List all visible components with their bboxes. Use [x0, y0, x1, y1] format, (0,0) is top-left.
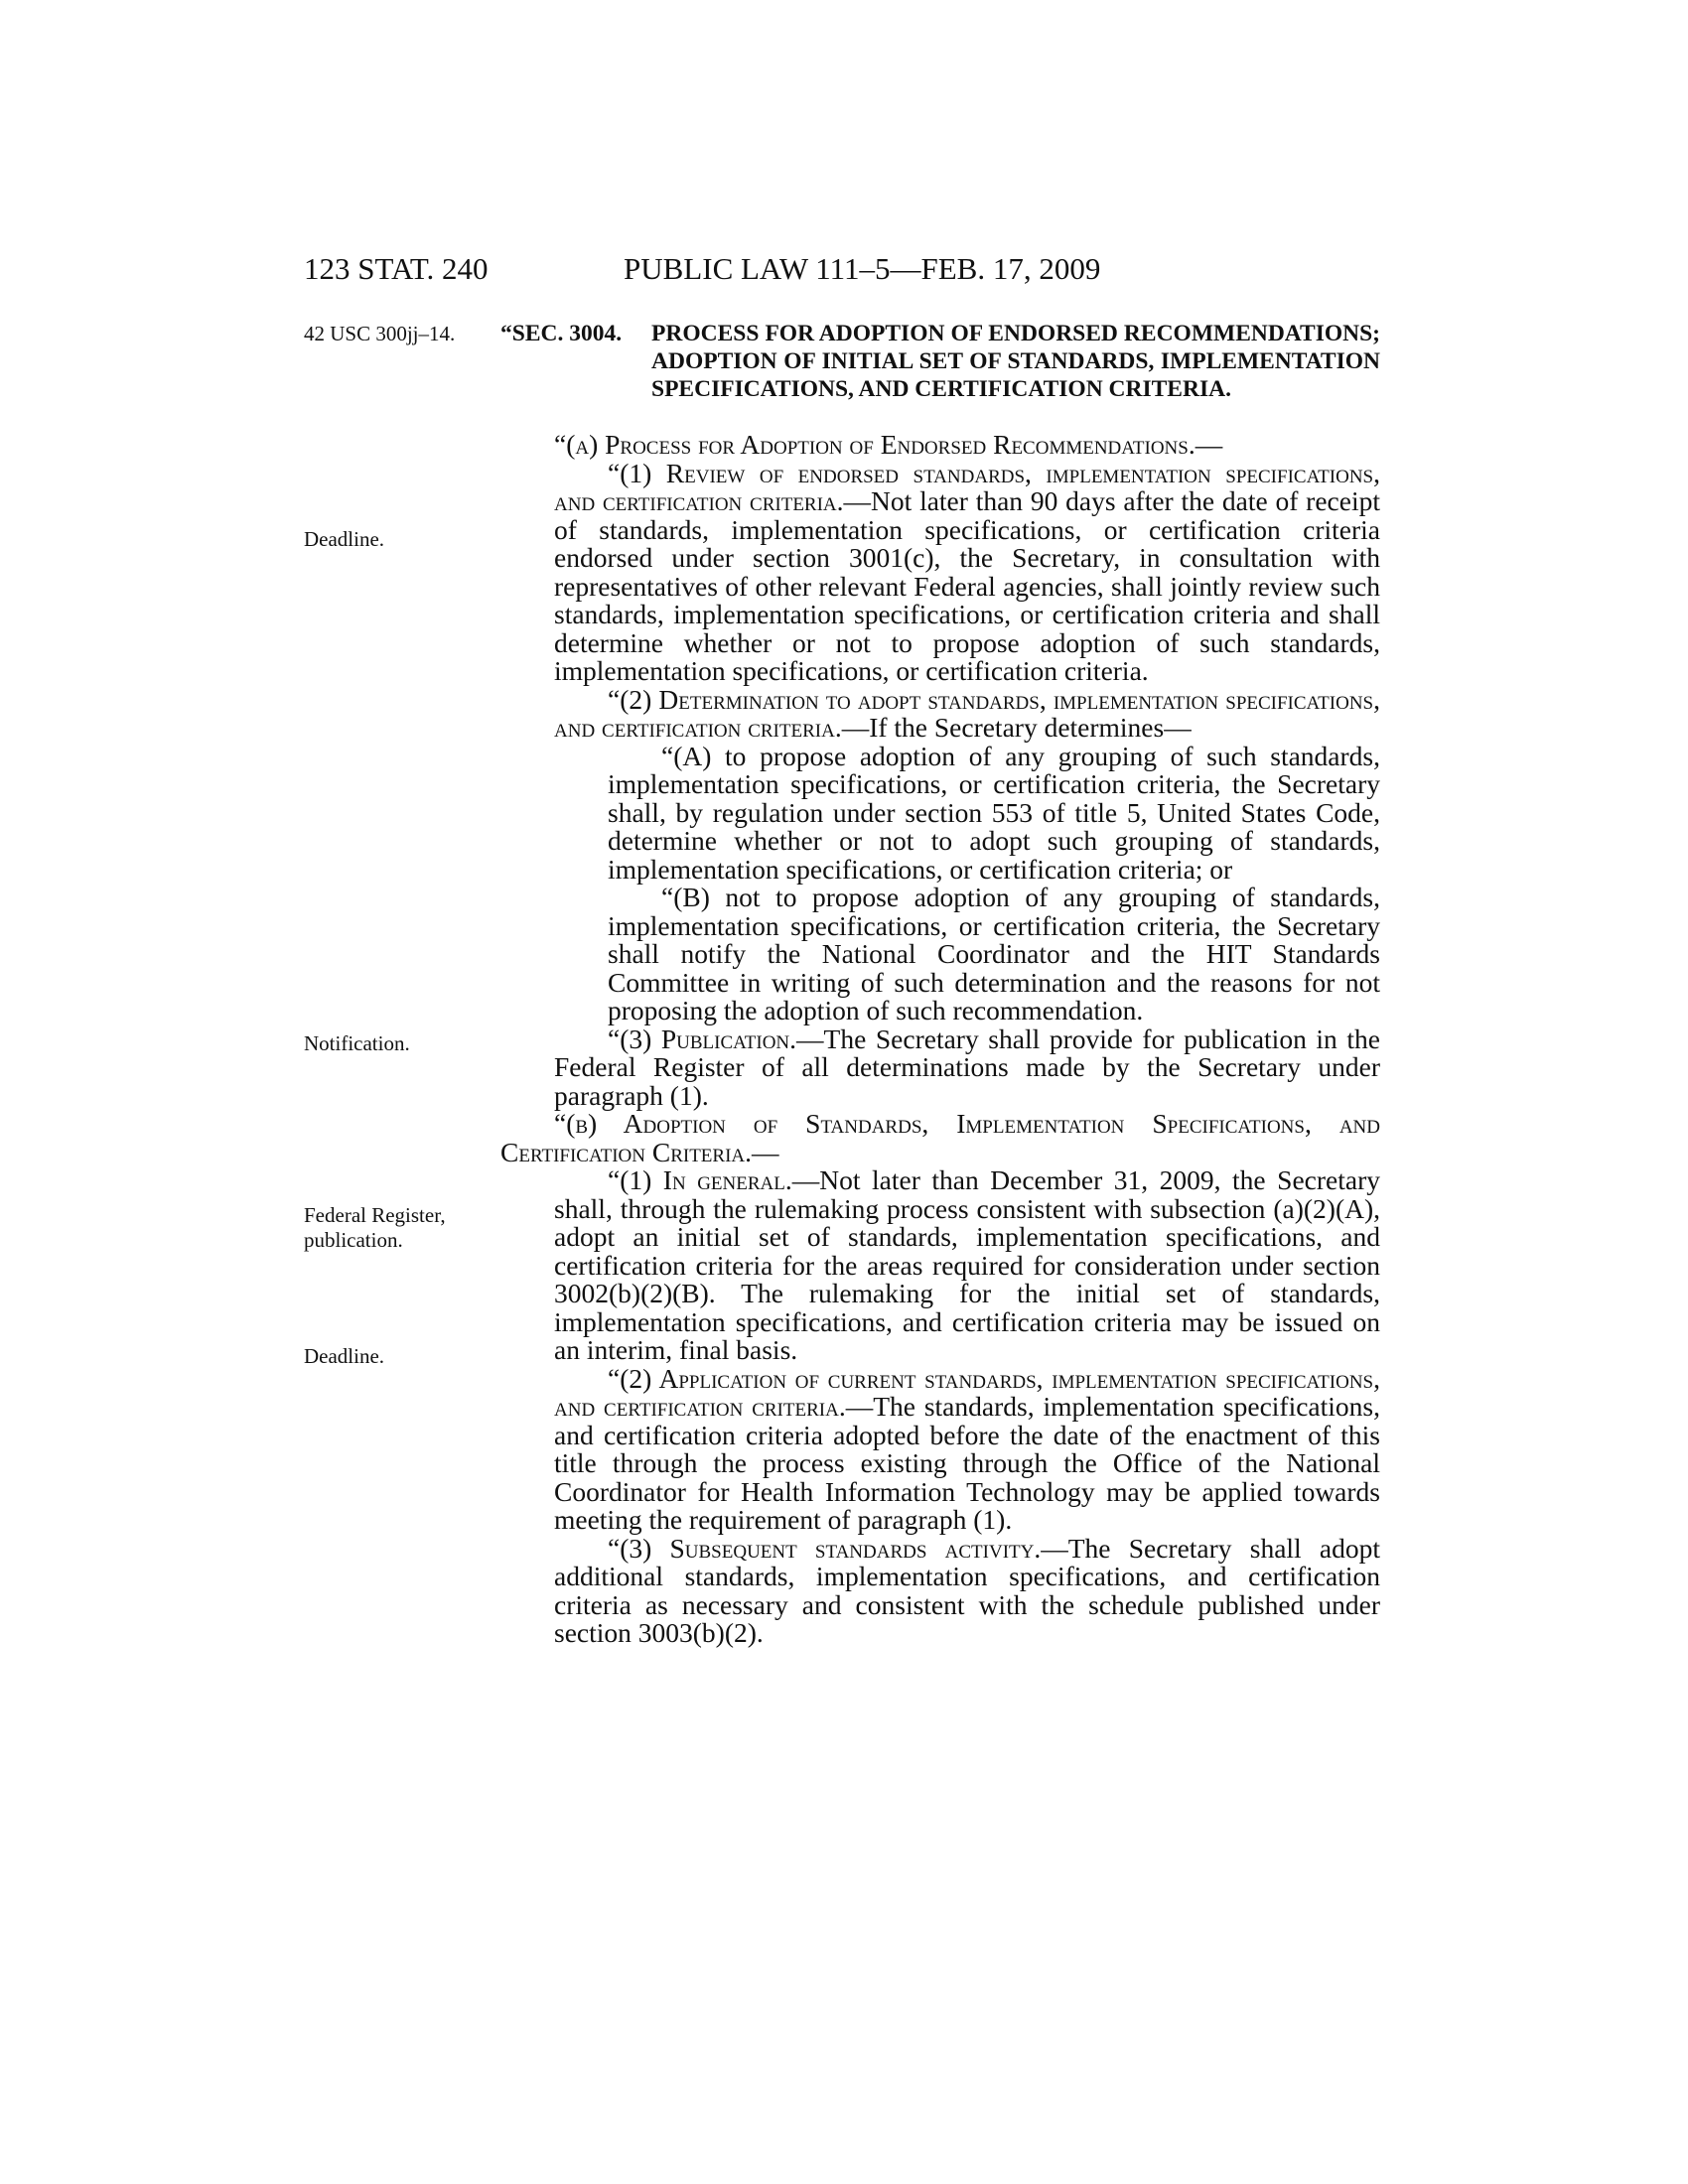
subsection-a-heading: “(a) Process for Adoption of Endorsed Recommendations.—	[554, 429, 1223, 460]
margin-note-federal-register: Federal Register, publication.	[304, 1203, 446, 1252]
margin-note-deadline: Deadline.	[304, 527, 385, 551]
subsection-a-paragraph-1	[554, 457, 1380, 686]
subsection-b-paragraph-2	[554, 1362, 1380, 1535]
subsection-a-paragraph-3	[554, 1025, 1380, 1111]
subsection-a-paragraph-2	[554, 683, 1380, 743]
paragraph-heading: “(1) Review of endorsed standards, implementation specifications, and certification criteria.—	[554, 457, 1380, 516]
section-title: PROCESS FOR ADOPTION OF ENDORSED RECOMMENDATIONS; ADOPTION OF INITIAL SET OF STANDARDS, IMPLEMENTATION SPECIFICATIONS, AND CERTIFICATION CRITERIA.	[651, 321, 1380, 402]
paragraph-text: The Secretary shall provide for publication in the Federal Register of all determinations made by the Secretary under paragraph (1).	[554, 1023, 1380, 1111]
paragraph-heading: “(3) Subsequent standards activity.—	[608, 1532, 1068, 1564]
paragraph-heading: “(2) Application of current standards, implementation specifications, and certification criteria.—	[554, 1362, 1380, 1422]
page-stat-reference: 123 STAT. 240	[304, 251, 489, 286]
paragraph-text: If the Secretary determines—	[869, 712, 1192, 743]
subsection-b-heading: “(b) Adoption of Standards, Implementation Specifications, and Certification Criteria.—	[500, 1108, 1380, 1167]
subparagraph-A: “(A) to propose adoption of any grouping of such standards, implementation specifications, or certification criteria, the Secretary shall, by regulation under section 553 of title 5, United States Code, determine whether or not to adopt such grouping of standards, implementation specifications, or certification criteria; or	[608, 740, 1380, 885]
paragraph-heading: “(2) Determination to adopt standards, implementation specifications, and certification criteria.—	[554, 683, 1380, 743]
margin-note-deadline-2: Deadline.	[304, 1344, 385, 1368]
margin-note-notification: Notification.	[304, 1031, 410, 1055]
subsection-b-paragraph-3	[554, 1532, 1380, 1648]
section-body	[500, 431, 1380, 1648]
margin-note-usc: 42 USC 300jj–14.	[304, 322, 456, 345]
paragraph-text: Not later than December 31, 2009, the Secretary shall, through the rulemaking process consistent with subsection (a)(2)(A), adopt an initial set of standards, implementation specifications, and certification criteria for the areas required for consideration under section 3002(b)(2)(B). The rulemaking for the initial set of standards, implementation specifications, and certification criteria may be issued on an interim, final basis.	[554, 1164, 1380, 1365]
section-heading	[500, 320, 1380, 403]
paragraph-heading: “(1) In general.—	[608, 1164, 820, 1195]
paragraph-text: The standards, implementation specifications, and certification criteria adopted before the date of the enactment of this title through the process existing through the Office of the National Coordinator for Health Information Technology may be applied towards meeting the requirement of paragraph (1).	[554, 1391, 1380, 1535]
subsection-b-paragraph-1	[554, 1166, 1380, 1365]
section-number: “SEC. 3004.	[500, 321, 623, 346]
paragraph-text: The Secretary shall adopt additional standards, implementation specifications, and certification criteria as necessary and consistent with the schedule published under section 3003(b)(2).	[554, 1532, 1380, 1648]
public-law-header: PUBLIC LAW 111–5—FEB. 17, 2009	[624, 251, 1101, 286]
paragraph-text: Not later than 90 days after the date of receipt of standards, implementation specifications, or certification criteria endorsed under section 3001(c), the Secretary, in consultation with representatives of other relevant Federal agencies, shall jointly review such standards, implementation specifications, or certification criteria and shall determine whether or not to propose adoption of such standards, implementation specifications, or certification criteria.	[554, 485, 1380, 686]
subparagraph-B: “(B) not to propose adoption of any grouping of standards, implementation specifications, or certification criteria, the Secretary shall notify the National Coordinator and the HIT Standards Committee in writing of such determination and the reasons for not proposing the adoption of such recommendation.	[608, 882, 1380, 1025]
paragraph-heading: “(3) Publication.—	[608, 1023, 824, 1054]
